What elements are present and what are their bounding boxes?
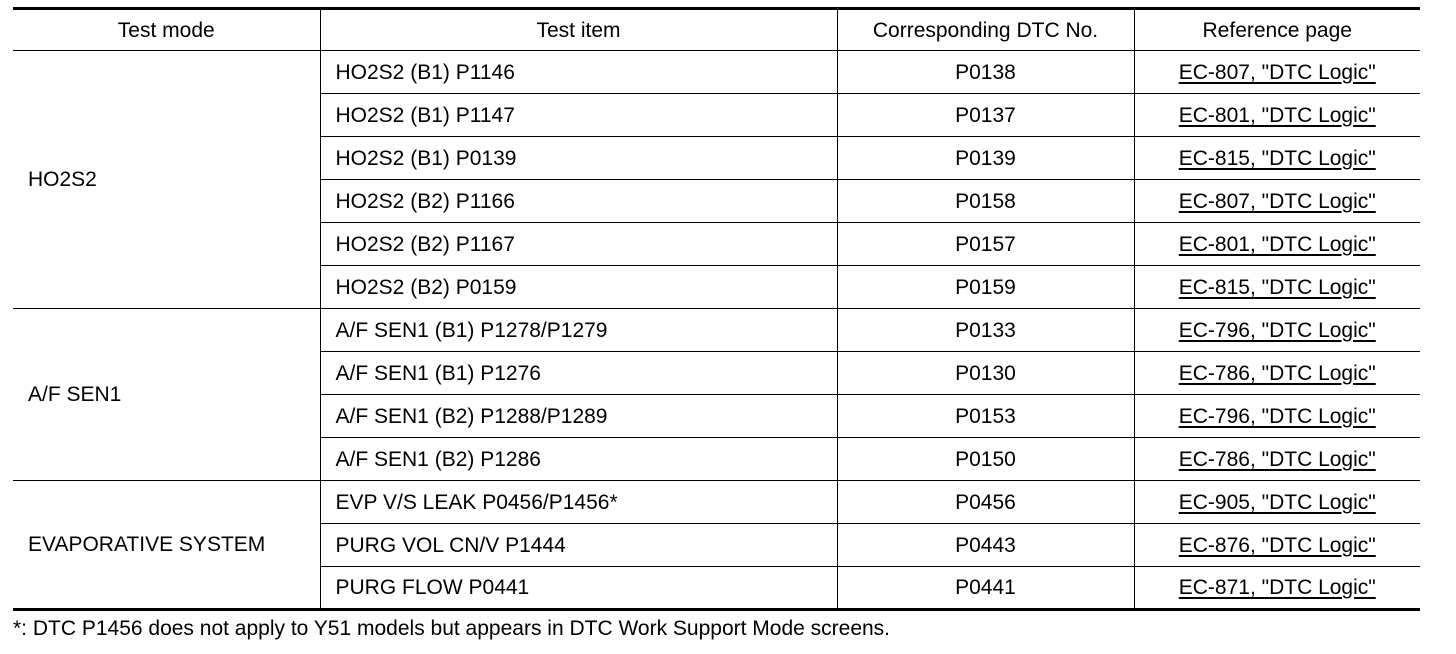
dtc-cell: P0443 bbox=[837, 524, 1134, 567]
test-mode-cell: A/F SEN1 bbox=[13, 309, 320, 481]
reference-link[interactable]: EC-786, "DTC Logic" bbox=[1178, 447, 1376, 471]
test-item-cell: HO2S2 (B1) P1146 bbox=[320, 51, 837, 94]
test-item-cell: PURG FLOW P0441 bbox=[320, 567, 837, 610]
dtc-cell: P0153 bbox=[837, 395, 1134, 438]
test-item-cell: A/F SEN1 (B2) P1286 bbox=[320, 438, 837, 481]
reference-link[interactable]: EC-815, "DTC Logic" bbox=[1178, 275, 1376, 299]
test-mode-cell: HO2S2 bbox=[13, 51, 320, 309]
dtc-cell: P0130 bbox=[837, 352, 1134, 395]
table-row bbox=[13, 309, 1420, 352]
reference-link[interactable]: EC-905, "DTC Logic" bbox=[1178, 490, 1376, 514]
test-item-cell: HO2S2 (B1) P0139 bbox=[320, 137, 837, 180]
test-item-cell: EVP V/S LEAK P0456/P1456* bbox=[320, 481, 837, 524]
dtc-cell: P0137 bbox=[837, 94, 1134, 137]
dtc-cell: P0150 bbox=[837, 438, 1134, 481]
header-reference-page: Reference page bbox=[1134, 9, 1420, 51]
reference-link[interactable]: EC-801, "DTC Logic" bbox=[1178, 103, 1376, 127]
header-test-mode: Test mode bbox=[13, 9, 320, 51]
dtc-cell: P0441 bbox=[837, 567, 1134, 610]
dtc-reference-table bbox=[13, 7, 1420, 611]
test-item-cell: A/F SEN1 (B1) P1278/P1279 bbox=[320, 309, 837, 352]
dtc-cell: P0139 bbox=[837, 137, 1134, 180]
test-item-cell: HO2S2 (B2) P0159 bbox=[320, 266, 837, 309]
header-test-item: Test item bbox=[320, 9, 837, 51]
dtc-cell: P0159 bbox=[837, 266, 1134, 309]
reference-link[interactable]: EC-815, "DTC Logic" bbox=[1178, 146, 1376, 170]
reference-link[interactable]: EC-786, "DTC Logic" bbox=[1178, 361, 1376, 385]
reference-link[interactable]: EC-796, "DTC Logic" bbox=[1178, 404, 1376, 428]
table-row bbox=[13, 481, 1420, 524]
test-item-cell: PURG VOL CN/V P1444 bbox=[320, 524, 837, 567]
reference-link[interactable]: EC-876, "DTC Logic" bbox=[1178, 533, 1376, 557]
table-body bbox=[13, 51, 1420, 610]
test-item-cell: A/F SEN1 (B1) P1276 bbox=[320, 352, 837, 395]
reference-link[interactable]: EC-801, "DTC Logic" bbox=[1178, 232, 1376, 256]
table-header-row bbox=[13, 9, 1420, 51]
test-item-cell: HO2S2 (B2) P1166 bbox=[320, 180, 837, 223]
document-page bbox=[13, 7, 1420, 641]
test-item-cell: HO2S2 (B1) P1147 bbox=[320, 94, 837, 137]
dtc-cell: P0158 bbox=[837, 180, 1134, 223]
dtc-cell: P0138 bbox=[837, 51, 1134, 94]
dtc-cell: P0456 bbox=[837, 481, 1134, 524]
reference-link[interactable]: EC-796, "DTC Logic" bbox=[1178, 318, 1376, 342]
reference-link[interactable]: EC-871, "DTC Logic" bbox=[1178, 576, 1376, 599]
dtc-cell: P0157 bbox=[837, 223, 1134, 266]
table-row bbox=[13, 51, 1420, 94]
test-item-cell: HO2S2 (B2) P1167 bbox=[320, 223, 837, 266]
reference-link[interactable]: EC-807, "DTC Logic" bbox=[1178, 189, 1376, 213]
test-mode-cell: EVAPORATIVE SYSTEM bbox=[13, 481, 320, 610]
test-item-cell: A/F SEN1 (B2) P1288/P1289 bbox=[320, 395, 837, 438]
reference-link[interactable]: EC-807, "DTC Logic" bbox=[1178, 60, 1376, 84]
footnote: *: DTC P1456 does not apply to Y51 models but appears in DTC Work Support Mode screens. bbox=[13, 617, 891, 640]
header-dtc-no: Corresponding DTC No. bbox=[837, 9, 1134, 51]
dtc-cell: P0133 bbox=[837, 309, 1134, 352]
